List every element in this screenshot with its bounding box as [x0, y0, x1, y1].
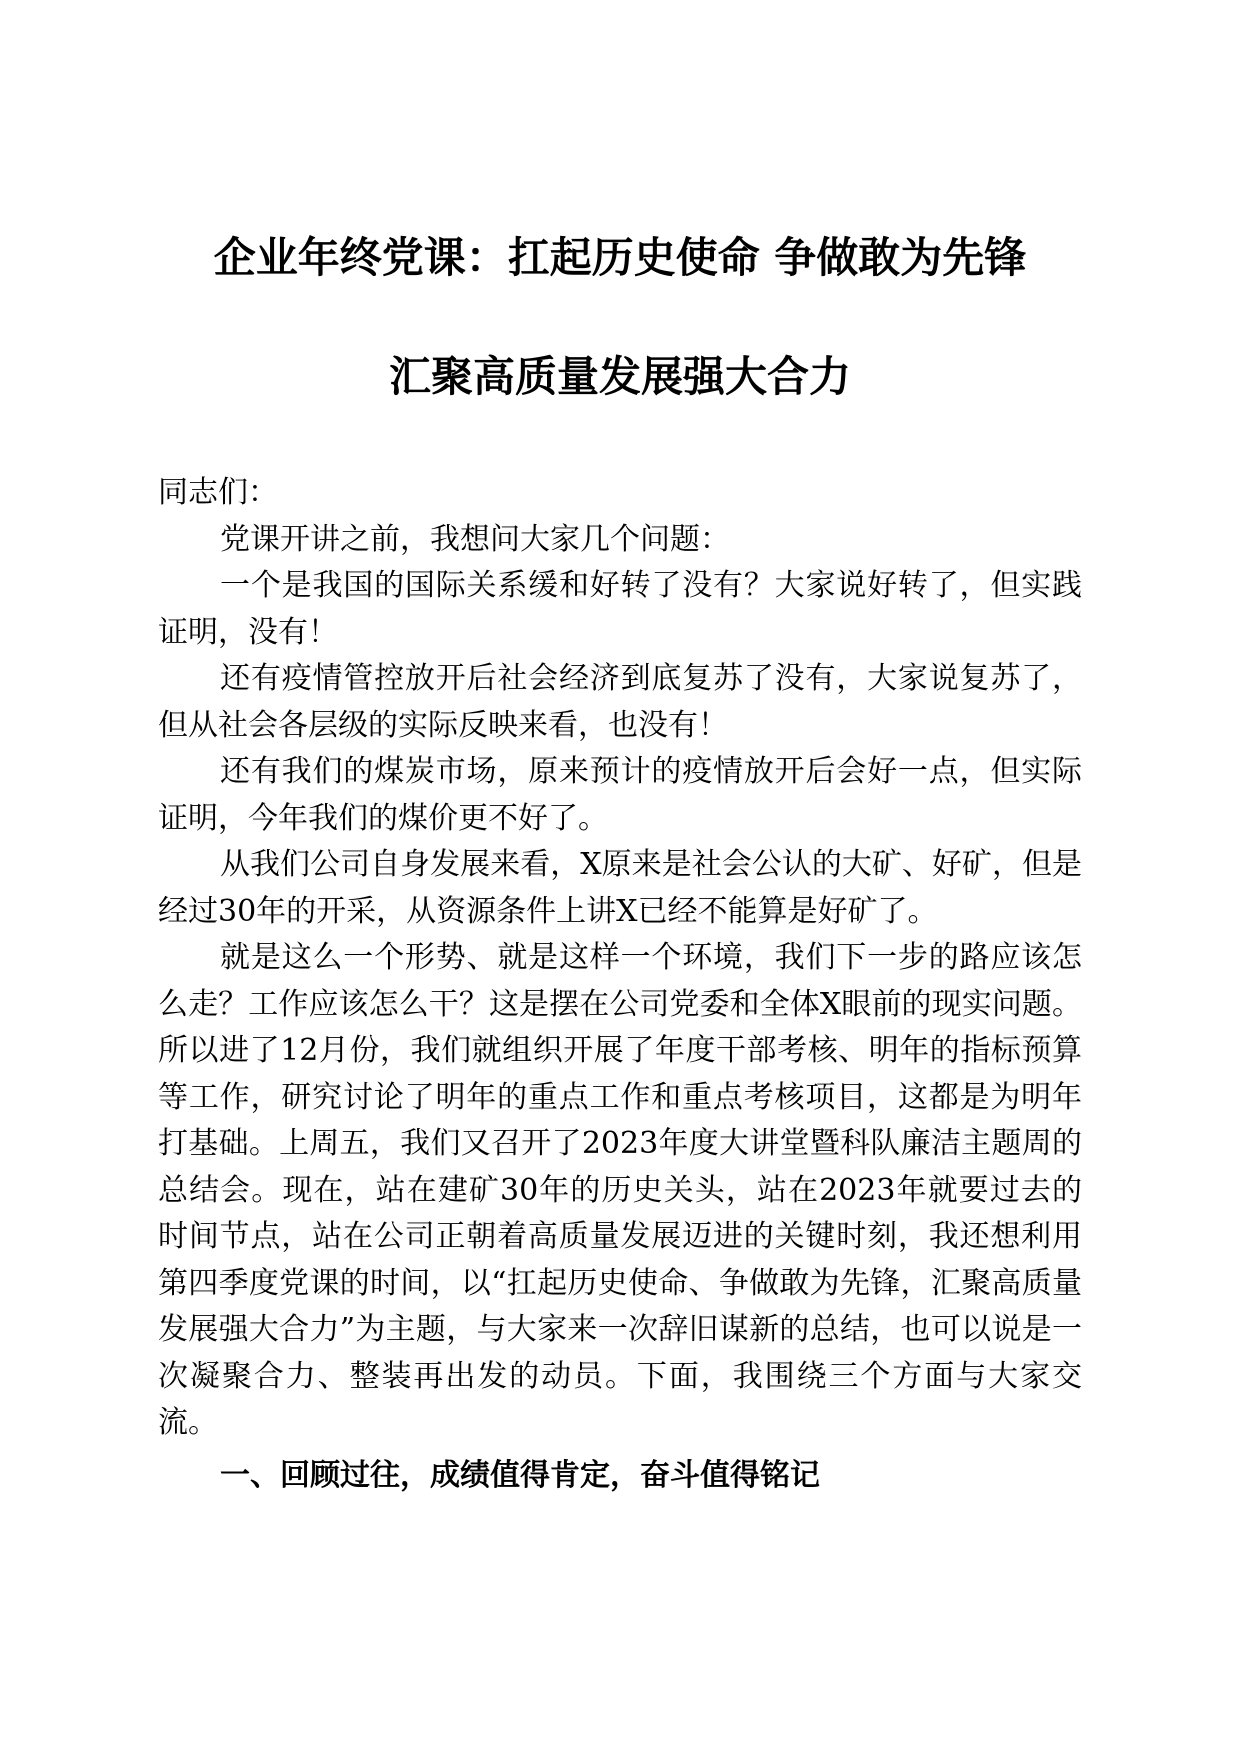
paragraph-2: 一个是我国的国际关系缓和好转了没有？大家说好转了，但实践证明，没有！ [158, 568, 1082, 650]
section-heading-1: 一、回顾过往，成绩值得肯定，奋斗值得铭记 [220, 1457, 820, 1493]
document-title-line-1: 企业年终党课：扛起历史使命 争做敢为先锋 [213, 233, 1027, 282]
salutation: 同志们： [158, 475, 278, 510]
paragraph-1: 党课开讲之前，我想问大家几个问题： [220, 521, 730, 557]
paragraph-4: 还有我们的煤炭市场，原来预计的疫情放开后会好一点，但实际证明，今年我们的煤价更不好了。 [158, 754, 1082, 836]
paragraph-5: 从我们公司自身发展来看，X原来是社会公认的大矿、好矿，但是经过30年的开采，从资源条件上讲X已经不能算是好矿了。 [158, 847, 1082, 929]
paragraph-6: 就是这么一个形势、就是这样一个环境，我们下一步的路应该怎么走？工作应该怎么干？这是摆在公司党委和全体X眼前的现实问题。所以进了12月份，我们就组织开展了年度干部考核、明年的指标预算等工作，研究讨论了明年的重点工作和重点考核项目，这都是为明年打基础。上周五，我们又召开了2023年度大讲堂暨科队廉洁主题周的总结会。现在，站在建矿30年的历史关头，站在2023年就要过去的时间节点，站在公司正朝着高质量发展迈进的关键时刻，我还想利用第四季度党课的时间，以“扛起历史使命、争做敢为先锋，汇聚高质量发展强大合力”为主题，与大家来一次辞旧谋新的总结，也可以说是一次凝聚合力、整装再出发的动员。下面，我围绕三个方面与大家交流。 [158, 940, 1082, 1440]
paragraph-3: 还有疫情管控放开后社会经济到底复苏了没有，大家说复苏了，但从社会各层级的实际反映来看，也没有！ [158, 661, 1082, 743]
document-title-line-2: 汇聚高质量发展强大合力 [388, 352, 851, 401]
document-body [158, 470, 1082, 1499]
